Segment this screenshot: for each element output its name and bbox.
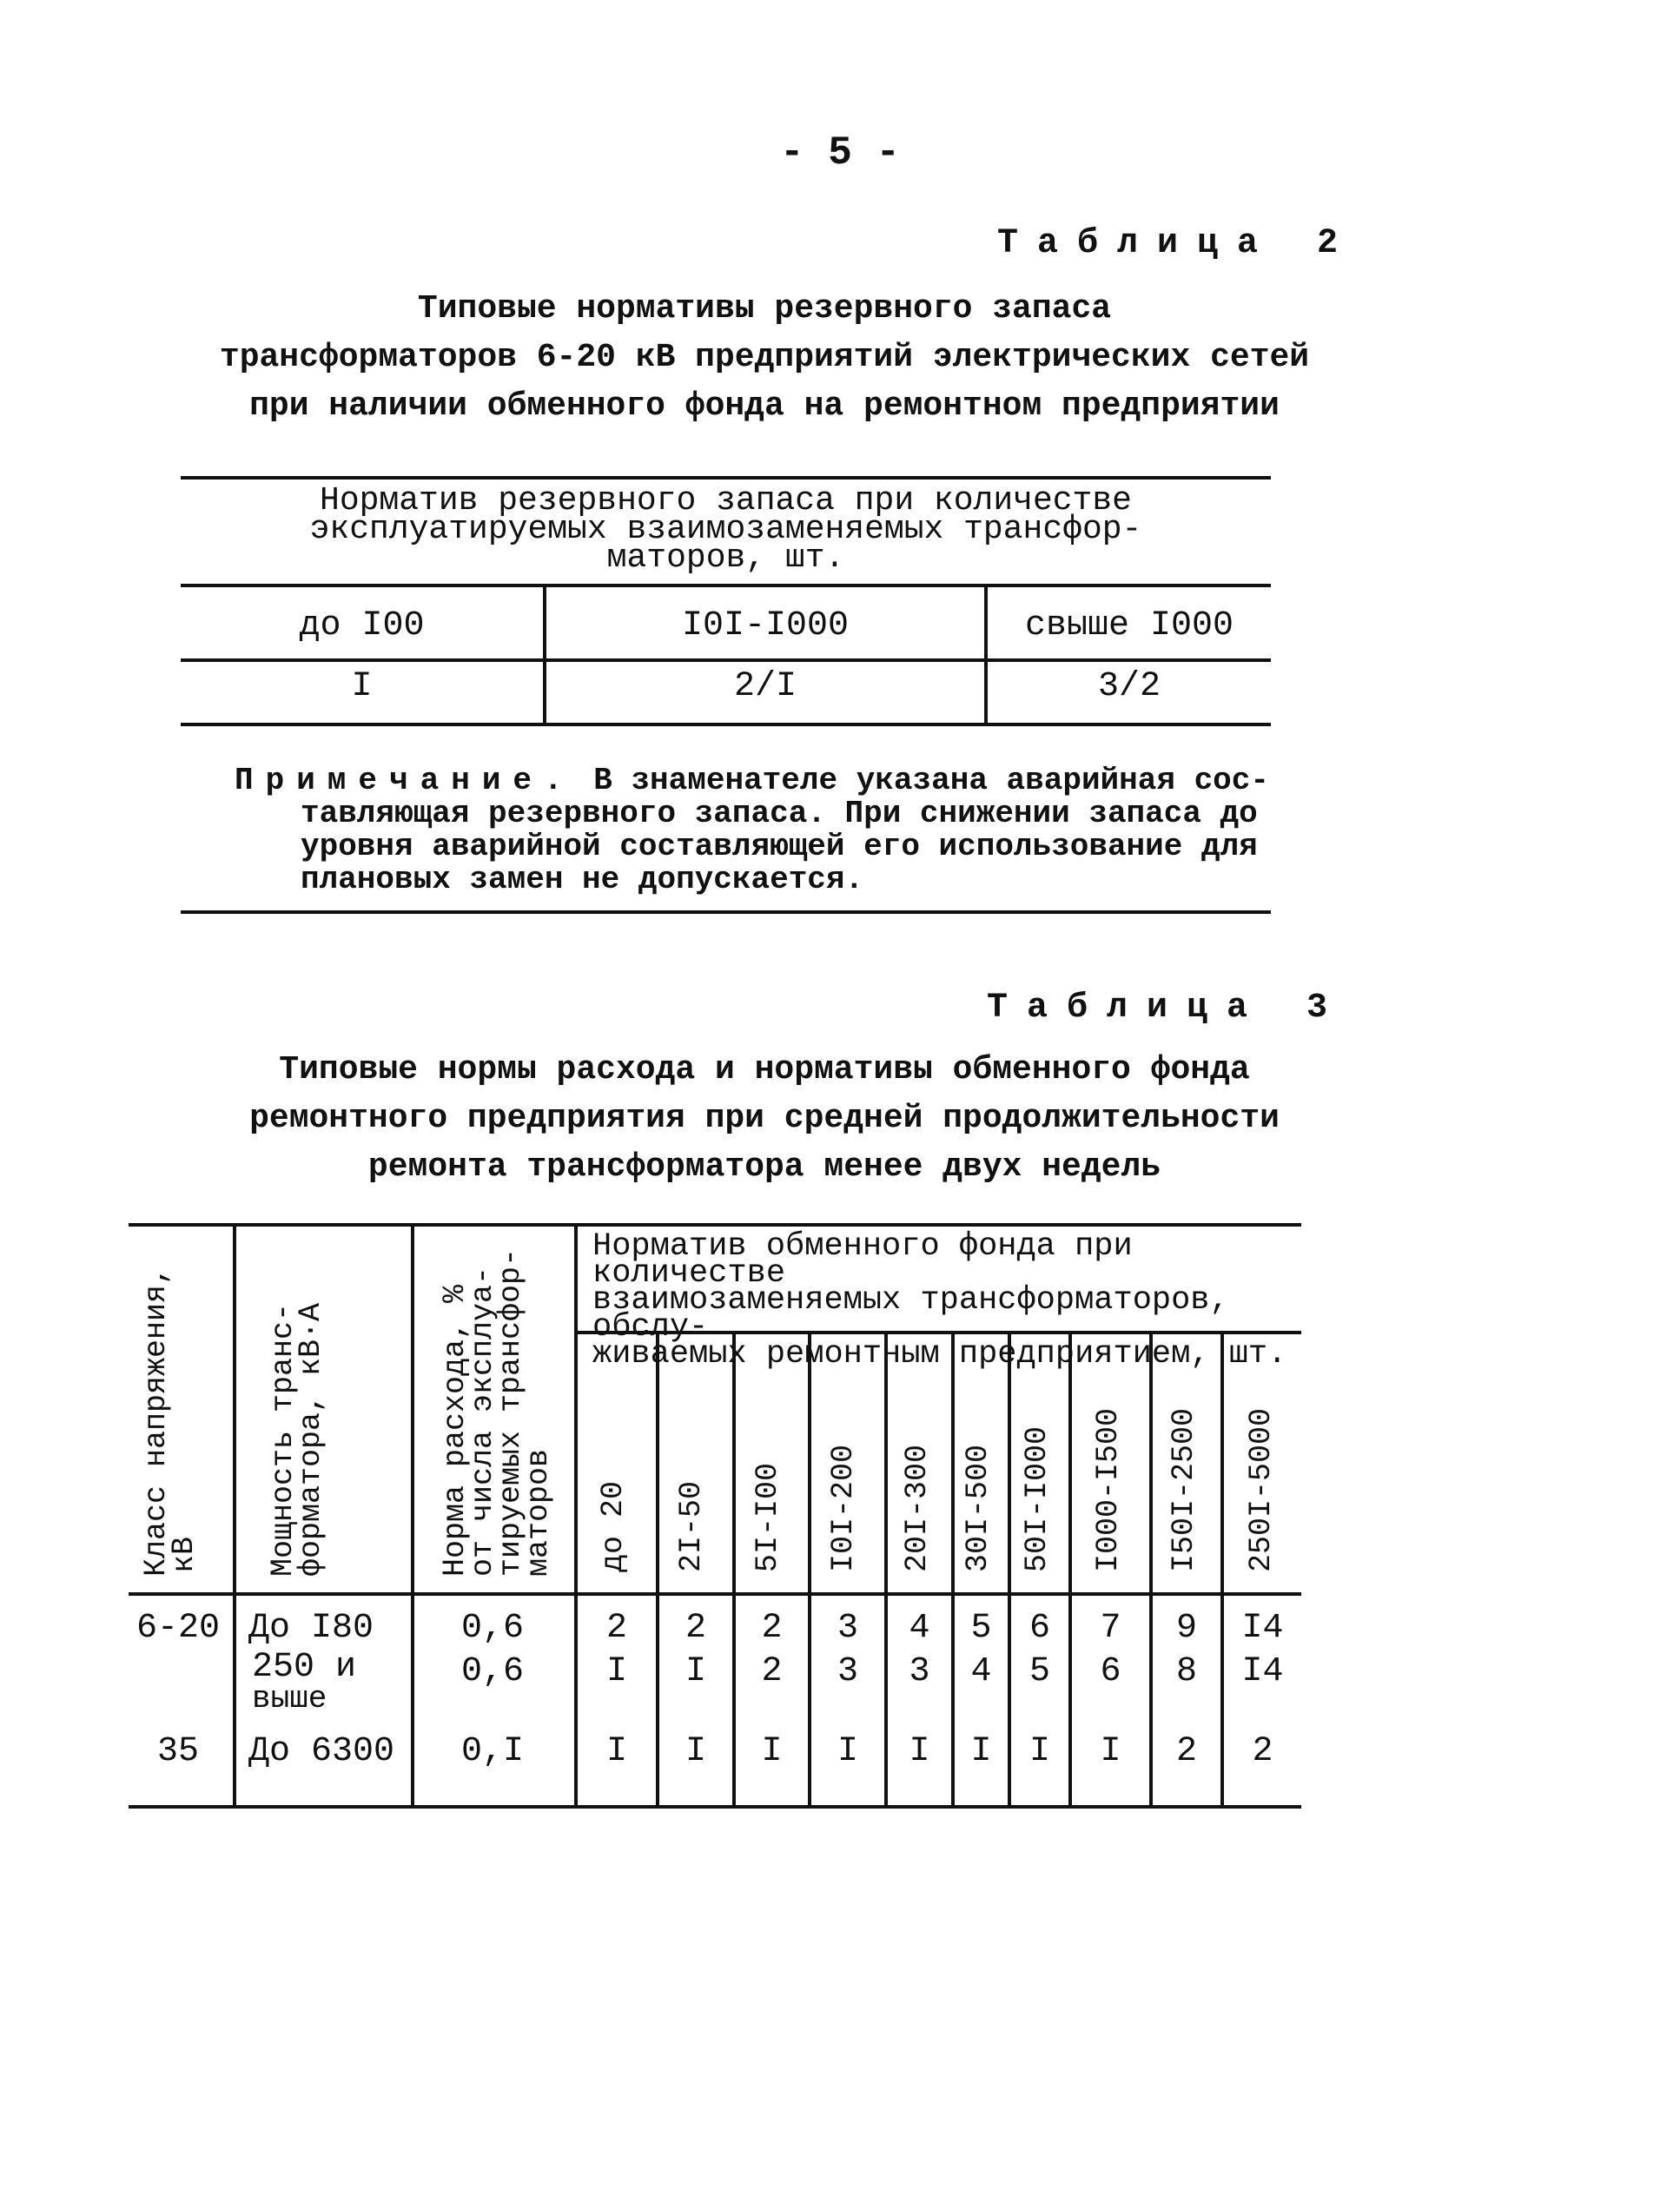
cell-value: 5 [970,1609,992,1648]
table-3-col-divider [233,1223,236,1807]
note-text: В знаменателе указана аварийная сос- [593,763,1269,798]
cell-value: 3 [909,1652,930,1691]
cell-power [252,1648,357,1716]
table-3-col-divider [411,1223,414,1807]
table-2-col-header: I0I-I000 [681,606,850,645]
note-lead: Примечание. [235,763,575,798]
col-header-voltage-line: кВ [167,1536,202,1573]
cell-power-line: выше [252,1681,327,1716]
table-2-value: 2/I [733,667,797,706]
cell-rate: 0,I [460,1732,524,1771]
table-2-col-header: свыше I000 [1024,606,1234,645]
group-header-line: взаимозаменяемых трансформаторов, обслу- [592,1282,1229,1346]
table-2-row-rule [181,658,1271,662]
cell-value: I [1100,1732,1121,1771]
col-header-voltage-line: Класс напряжения, [139,1266,174,1577]
range-header: 2I-50 [674,1480,709,1572]
cell-value: 9 [1175,1609,1197,1648]
note-line: тавляющая резервного запаса. При снижении запаса до [301,796,1258,831]
cell-voltage: 35 [156,1732,199,1771]
cell-value: 2 [685,1609,706,1648]
cell-value: I [837,1732,858,1771]
cell-power: До 6300 [248,1732,395,1771]
note-first-line [235,764,1329,797]
table-2-header-line: эксплуатируемых взаимозаменяемых трансфор- [309,511,1142,548]
cell-power: До I80 [248,1609,374,1648]
cell-rate: 0,6 [460,1609,524,1648]
cell-value: I4 [1241,1652,1284,1691]
table-3-title-line: ремонта трансформатора менее двух недель [367,1148,1161,1186]
table-2-top-rule [181,476,1271,480]
cell-value: 4 [970,1652,992,1691]
col-header-power-line: Мощность транс- [266,1302,301,1577]
cell-value: I [909,1732,930,1771]
table-3-title-line: Типовые нормы расхода и нормативы обменного фонда [279,1051,1250,1088]
col-header-rate-line: тируемых трансфор- [493,1247,528,1577]
range-header: I50I-2500 [1167,1407,1201,1572]
range-header: 250I-5000 [1244,1407,1279,1572]
table-3-top-rule [129,1223,1301,1227]
col-header-power-line: форматора, кВ·А [294,1302,328,1577]
cell-value: I [605,1732,627,1771]
cell-value: 6 [1100,1652,1121,1691]
col-header-rate-line: маторов [521,1448,556,1577]
cell-rate: 0,6 [460,1652,524,1691]
range-header: 5I-I00 [751,1462,785,1572]
cell-value: 7 [1100,1609,1121,1648]
col-header-voltage [139,1229,202,1577]
cell-value: 2 [761,1652,783,1691]
note-line: уровня аварийной составляющей его использование для [301,829,1258,864]
cell-value: I [761,1732,783,1771]
cell-value: 2 [761,1609,783,1648]
range-header: 50I-I000 [1020,1425,1055,1572]
range-header: до 20 [596,1480,631,1572]
table-2-value: I [351,667,373,706]
table-2-title [104,285,1425,431]
table-2-header-line: маторов, шт. [606,539,845,577]
cell-value: 4 [909,1609,930,1648]
cell-value: 2 [1175,1732,1197,1771]
cell-value: 3 [837,1609,858,1648]
cell-value: 2 [1252,1732,1273,1771]
cell-value: 5 [1029,1652,1050,1691]
table-2-value: 3/2 [1097,667,1161,706]
table-2-title-line: трансформаторов 6-20 кВ предприятий электрических сетей [219,339,1310,376]
cell-value: I [970,1732,992,1771]
range-header: I0I-200 [826,1444,861,1572]
range-header: 30I-500 [961,1444,995,1572]
table-3-title [104,1046,1425,1192]
table-3-title-line: ремонтного предприятия при средней продолжительности [249,1100,1280,1137]
cell-value: 3 [837,1652,858,1691]
table-2-label: Таблица 2 [997,224,1358,263]
cell-value: 6 [1029,1609,1050,1648]
table-2-title-line: Типовые нормативы резервного запаса [417,290,1112,327]
group-header-line: живаемых ремонтным предприятием, шт. [592,1336,1287,1372]
table-2-header-rule [181,584,1271,587]
table-2-header-line: Норматив резервного запаса при количестве [320,482,1132,519]
range-header: 20I-300 [900,1444,935,1572]
note-bottom-rule [181,910,1271,914]
cell-value: I [605,1652,627,1691]
col-header-rate [438,1229,556,1577]
cell-value: I [1029,1732,1050,1771]
table-2-col-header: до I00 [299,606,425,645]
cell-power-line: 250 и [252,1648,357,1687]
table-3-bottom-rule [129,1805,1301,1809]
table-3-col-divider [574,1223,578,1807]
col-header-rate-line: от числа эксплуа- [466,1266,500,1577]
cell-value: 2 [605,1609,627,1648]
col-header-power [266,1229,328,1577]
table-2-title-line: при наличии обменного фонда на ремонтном предприятии [249,387,1280,425]
cell-value: I4 [1241,1609,1284,1648]
range-header: I000-I500 [1091,1407,1126,1572]
cell-value: I [685,1732,706,1771]
col-header-rate-line: Норма расхода, % [438,1284,473,1577]
note-line: плановых замен не допускается. [301,862,864,897]
table-2-header [181,482,1271,577]
cell-value: I [685,1652,706,1691]
cell-value: 8 [1175,1652,1197,1691]
group-header-line: Норматив обменного фонда при количестве [592,1228,1133,1292]
table-3-label: Таблица 3 [987,989,1347,1028]
table-2-bottom-rule [181,723,1271,726]
table-2-note [235,764,1329,896]
page-number: - 5 - [779,130,901,175]
cell-voltage: 6-20 [136,1609,220,1648]
table-3-header-rule [129,1592,1301,1596]
